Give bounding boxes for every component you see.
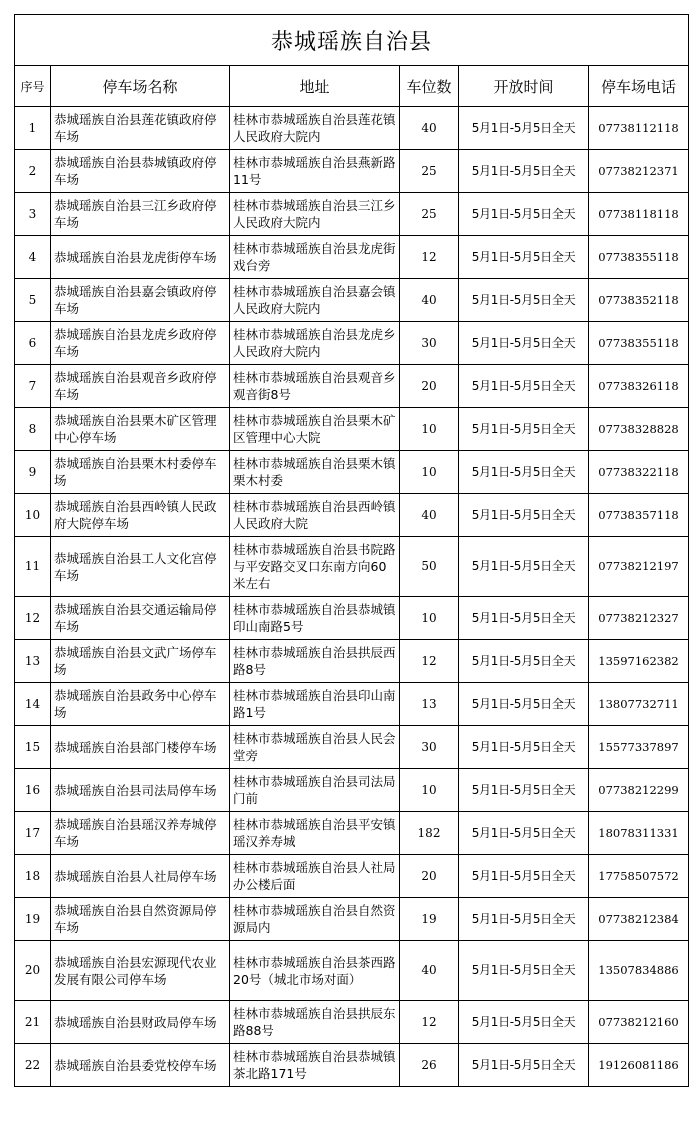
parking-phone: 18078311331	[589, 812, 689, 855]
parking-lot-name: 恭城瑶族自治县自然资源局停车场	[51, 898, 230, 941]
opening-hours: 5月1日-5月5日全天	[459, 855, 589, 898]
parking-lot-name: 恭城瑶族自治县嘉会镇政府停车场	[51, 279, 230, 322]
header-name: 停车场名称	[51, 66, 230, 107]
parking-spaces: 10	[400, 451, 459, 494]
table-row	[15, 683, 689, 726]
parking-spaces: 25	[400, 193, 459, 236]
parking-phone: 07738212327	[589, 597, 689, 640]
row-index: 18	[15, 855, 51, 898]
parking-spaces: 30	[400, 726, 459, 769]
parking-lot-name: 恭城瑶族自治县政务中心停车场	[51, 683, 230, 726]
header-spaces: 车位数	[400, 66, 459, 107]
parking-lot-address: 桂林市恭城瑶族自治县茶西路20号（城北市场对面）	[230, 941, 400, 1001]
parking-spaces: 12	[400, 1001, 459, 1044]
parking-lot-name: 恭城瑶族自治县司法局停车场	[51, 769, 230, 812]
opening-hours: 5月1日-5月5日全天	[459, 365, 589, 408]
header-phone: 停车场电话	[589, 66, 689, 107]
parking-spaces: 50	[400, 537, 459, 597]
opening-hours: 5月1日-5月5日全天	[459, 451, 589, 494]
opening-hours: 5月1日-5月5日全天	[459, 640, 589, 683]
parking-phone: 13597162382	[589, 640, 689, 683]
table-row	[15, 279, 689, 322]
row-index: 9	[15, 451, 51, 494]
parking-lot-name: 恭城瑶族自治县文武广场停车场	[51, 640, 230, 683]
parking-lot-name: 恭城瑶族自治县莲花镇政府停车场	[51, 107, 230, 150]
row-index: 5	[15, 279, 51, 322]
parking-lot-name: 恭城瑶族自治县人社局停车场	[51, 855, 230, 898]
opening-hours: 5月1日-5月5日全天	[459, 898, 589, 941]
table-row	[15, 107, 689, 150]
table-row	[15, 898, 689, 941]
header-row	[15, 66, 689, 107]
parking-lot-address: 桂林市恭城瑶族自治县拱辰东路88号	[230, 1001, 400, 1044]
parking-lot-address: 桂林市恭城瑶族自治县栗木镇栗木村委	[230, 451, 400, 494]
row-index: 13	[15, 640, 51, 683]
parking-lot-name: 恭城瑶族自治县龙虎乡政府停车场	[51, 322, 230, 365]
table-row	[15, 322, 689, 365]
parking-table-sheet	[14, 14, 688, 1087]
parking-lot-name: 恭城瑶族自治县龙虎街停车场	[51, 236, 230, 279]
parking-phone: 19126081186	[589, 1044, 689, 1087]
parking-spaces: 40	[400, 494, 459, 537]
opening-hours: 5月1日-5月5日全天	[459, 1001, 589, 1044]
parking-lot-name: 恭城瑶族自治县观音乡政府停车场	[51, 365, 230, 408]
header-address: 地址	[230, 66, 400, 107]
parking-spaces: 19	[400, 898, 459, 941]
parking-spaces: 10	[400, 769, 459, 812]
row-index: 19	[15, 898, 51, 941]
row-index: 2	[15, 150, 51, 193]
row-index: 6	[15, 322, 51, 365]
row-index: 8	[15, 408, 51, 451]
table-row	[15, 769, 689, 812]
parking-phone: 07738355118	[589, 236, 689, 279]
parking-lot-address: 桂林市恭城瑶族自治县西岭镇人民政府大院	[230, 494, 400, 537]
parking-spaces: 40	[400, 941, 459, 1001]
parking-lot-address: 桂林市恭城瑶族自治县莲花镇人民政府大院内	[230, 107, 400, 150]
table-title: 恭城瑶族自治县	[15, 15, 689, 66]
row-index: 21	[15, 1001, 51, 1044]
parking-lot-address: 桂林市恭城瑶族自治县平安镇瑶汉养寿城	[230, 812, 400, 855]
parking-spaces: 12	[400, 236, 459, 279]
parking-spaces: 12	[400, 640, 459, 683]
parking-lot-address: 桂林市恭城瑶族自治县龙虎乡人民政府大院内	[230, 322, 400, 365]
parking-lot-address: 桂林市恭城瑶族自治县燕新路11号	[230, 150, 400, 193]
table-row	[15, 597, 689, 640]
parking-lot-name: 恭城瑶族自治县工人文化宫停车场	[51, 537, 230, 597]
parking-lot-name: 恭城瑶族自治县交通运输局停车场	[51, 597, 230, 640]
table-row	[15, 236, 689, 279]
parking-spaces: 10	[400, 408, 459, 451]
table-row	[15, 537, 689, 597]
table-row	[15, 726, 689, 769]
opening-hours: 5月1日-5月5日全天	[459, 107, 589, 150]
parking-lot-name: 恭城瑶族自治县栗木村委停车场	[51, 451, 230, 494]
opening-hours: 5月1日-5月5日全天	[459, 597, 589, 640]
parking-spaces: 182	[400, 812, 459, 855]
opening-hours: 5月1日-5月5日全天	[459, 683, 589, 726]
row-index: 10	[15, 494, 51, 537]
parking-lot-table	[14, 14, 689, 1087]
parking-phone: 07738212384	[589, 898, 689, 941]
header-index: 序号	[15, 66, 51, 107]
table-row	[15, 1001, 689, 1044]
opening-hours: 5月1日-5月5日全天	[459, 1044, 589, 1087]
parking-spaces: 20	[400, 855, 459, 898]
row-index: 14	[15, 683, 51, 726]
parking-spaces: 25	[400, 150, 459, 193]
parking-lot-name: 恭城瑶族自治县宏源现代农业发展有限公司停车场	[51, 941, 230, 1001]
opening-hours: 5月1日-5月5日全天	[459, 150, 589, 193]
parking-phone: 07738118118	[589, 193, 689, 236]
row-index: 1	[15, 107, 51, 150]
parking-phone: 07738112118	[589, 107, 689, 150]
parking-lot-name: 恭城瑶族自治县瑶汉养寿城停车场	[51, 812, 230, 855]
parking-phone: 07738212371	[589, 150, 689, 193]
opening-hours: 5月1日-5月5日全天	[459, 408, 589, 451]
opening-hours: 5月1日-5月5日全天	[459, 812, 589, 855]
parking-phone: 07738357118	[589, 494, 689, 537]
opening-hours: 5月1日-5月5日全天	[459, 494, 589, 537]
parking-lot-address: 桂林市恭城瑶族自治县书院路与平安路交叉口东南方向60米左右	[230, 537, 400, 597]
parking-lot-address: 桂林市恭城瑶族自治县恭城镇茶北路171号	[230, 1044, 400, 1087]
row-index: 12	[15, 597, 51, 640]
table-row	[15, 812, 689, 855]
parking-spaces: 20	[400, 365, 459, 408]
parking-phone: 07738326118	[589, 365, 689, 408]
parking-phone: 07738212299	[589, 769, 689, 812]
table-row	[15, 494, 689, 537]
table-row	[15, 941, 689, 1001]
parking-lot-name: 恭城瑶族自治县西岭镇人民政府大院停车场	[51, 494, 230, 537]
parking-lot-address: 桂林市恭城瑶族自治县三江乡人民政府大院内	[230, 193, 400, 236]
title-row	[15, 15, 689, 66]
row-index: 15	[15, 726, 51, 769]
row-index: 20	[15, 941, 51, 1001]
parking-phone: 07738352118	[589, 279, 689, 322]
parking-phone: 07738355118	[589, 322, 689, 365]
parking-lot-name: 恭城瑶族自治县财政局停车场	[51, 1001, 230, 1044]
table-row	[15, 150, 689, 193]
parking-spaces: 40	[400, 279, 459, 322]
parking-spaces: 40	[400, 107, 459, 150]
row-index: 11	[15, 537, 51, 597]
opening-hours: 5月1日-5月5日全天	[459, 279, 589, 322]
table-row	[15, 193, 689, 236]
parking-spaces: 30	[400, 322, 459, 365]
opening-hours: 5月1日-5月5日全天	[459, 537, 589, 597]
parking-lot-name: 恭城瑶族自治县栗木矿区管理中心停车场	[51, 408, 230, 451]
row-index: 22	[15, 1044, 51, 1087]
parking-phone: 07738212160	[589, 1001, 689, 1044]
parking-lot-address: 桂林市恭城瑶族自治县观音乡观音街8号	[230, 365, 400, 408]
row-index: 4	[15, 236, 51, 279]
row-index: 17	[15, 812, 51, 855]
parking-lot-address: 桂林市恭城瑶族自治县印山南路1号	[230, 683, 400, 726]
parking-lot-address: 桂林市恭城瑶族自治县拱辰西路8号	[230, 640, 400, 683]
parking-phone: 15577337897	[589, 726, 689, 769]
opening-hours: 5月1日-5月5日全天	[459, 236, 589, 279]
parking-phone: 17758507572	[589, 855, 689, 898]
opening-hours: 5月1日-5月5日全天	[459, 193, 589, 236]
parking-spaces: 10	[400, 597, 459, 640]
row-index: 16	[15, 769, 51, 812]
parking-lot-address: 桂林市恭城瑶族自治县人社局办公楼后面	[230, 855, 400, 898]
parking-lot-name: 恭城瑶族自治县部门楼停车场	[51, 726, 230, 769]
table-row	[15, 640, 689, 683]
parking-lot-name: 恭城瑶族自治县三江乡政府停车场	[51, 193, 230, 236]
parking-lot-name: 恭城瑶族自治县委党校停车场	[51, 1044, 230, 1087]
parking-lot-address: 桂林市恭城瑶族自治县人民会堂旁	[230, 726, 400, 769]
table-row	[15, 451, 689, 494]
table-row	[15, 408, 689, 451]
parking-phone: 07738328828	[589, 408, 689, 451]
opening-hours: 5月1日-5月5日全天	[459, 726, 589, 769]
parking-spaces: 26	[400, 1044, 459, 1087]
parking-lot-address: 桂林市恭城瑶族自治县司法局门前	[230, 769, 400, 812]
table-row	[15, 855, 689, 898]
table-row	[15, 1044, 689, 1087]
row-index: 3	[15, 193, 51, 236]
parking-phone: 07738322118	[589, 451, 689, 494]
parking-lot-name: 恭城瑶族自治县恭城镇政府停车场	[51, 150, 230, 193]
table-row	[15, 365, 689, 408]
parking-phone: 07738212197	[589, 537, 689, 597]
parking-lot-address: 桂林市恭城瑶族自治县自然资源局内	[230, 898, 400, 941]
header-hours: 开放时间	[459, 66, 589, 107]
opening-hours: 5月1日-5月5日全天	[459, 941, 589, 1001]
parking-spaces: 13	[400, 683, 459, 726]
parking-lot-address: 桂林市恭城瑶族自治县龙虎街戏台旁	[230, 236, 400, 279]
parking-lot-address: 桂林市恭城瑶族自治县栗木矿区管理中心大院	[230, 408, 400, 451]
parking-lot-address: 桂林市恭城瑶族自治县嘉会镇人民政府大院内	[230, 279, 400, 322]
opening-hours: 5月1日-5月5日全天	[459, 769, 589, 812]
parking-phone: 13807732711	[589, 683, 689, 726]
row-index: 7	[15, 365, 51, 408]
parking-phone: 13507834886	[589, 941, 689, 1001]
opening-hours: 5月1日-5月5日全天	[459, 322, 589, 365]
parking-lot-address: 桂林市恭城瑶族自治县恭城镇印山南路5号	[230, 597, 400, 640]
